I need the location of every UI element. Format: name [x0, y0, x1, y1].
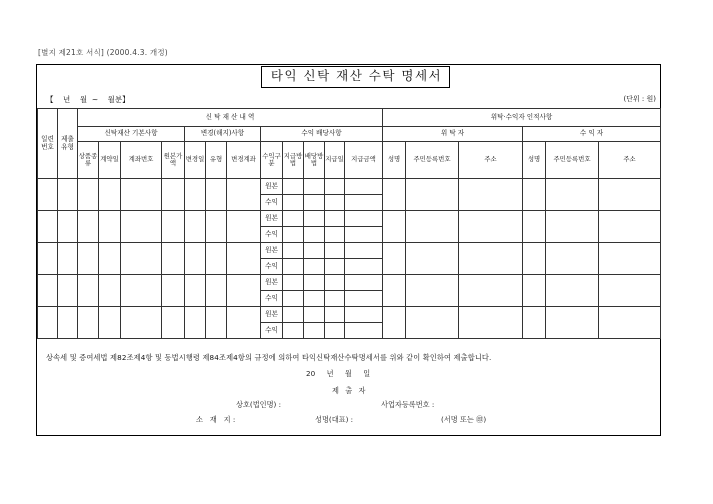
- beneficiary-name-cell[interactable]: [523, 211, 546, 243]
- beneficiary-rrn-cell[interactable]: [546, 307, 599, 339]
- payment-amount-cell[interactable]: [345, 243, 383, 259]
- principal-amount-cell[interactable]: [162, 307, 185, 339]
- dividend-method-header: 배당방법: [304, 142, 325, 179]
- dividend-method-cell[interactable]: [304, 291, 325, 307]
- trustor-name-header: 성명: [383, 142, 406, 179]
- payment-date-cell[interactable]: [325, 243, 345, 259]
- payment-amount-cell[interactable]: [345, 275, 383, 291]
- payment-method-cell[interactable]: [283, 259, 304, 275]
- serial-cell[interactable]: [38, 307, 58, 339]
- submit-type-cell[interactable]: [58, 243, 78, 275]
- account-number-header: 계좌번호: [121, 142, 162, 179]
- trustor-address-cell[interactable]: [459, 307, 523, 339]
- beneficiary-address-cell[interactable]: [599, 307, 661, 339]
- payment-method-cell[interactable]: [283, 211, 304, 227]
- submit-type-cell[interactable]: [58, 211, 78, 243]
- payment-method-cell[interactable]: [283, 227, 304, 243]
- beneficiary-address-cell[interactable]: [599, 243, 661, 275]
- changed-account-cell[interactable]: [227, 211, 261, 243]
- change-date-cell[interactable]: [185, 307, 206, 339]
- change-date-cell[interactable]: [185, 211, 206, 243]
- dividend-method-cell[interactable]: [304, 195, 325, 211]
- account-number-cell[interactable]: [121, 211, 162, 243]
- changed-account-cell[interactable]: [227, 243, 261, 275]
- submit-type-cell[interactable]: [58, 179, 78, 211]
- contract-date-header: 계약일: [99, 142, 121, 179]
- change-date-cell[interactable]: [185, 275, 206, 307]
- dividend-method-cell[interactable]: [304, 179, 325, 195]
- payment-amount-cell[interactable]: [345, 291, 383, 307]
- trustor-address-cell[interactable]: [459, 179, 523, 211]
- change-type-header: 유형: [206, 142, 227, 179]
- table-row: [38, 211, 661, 227]
- table-row: [38, 275, 661, 291]
- payment-method-cell[interactable]: [283, 195, 304, 211]
- payment-amount-cell[interactable]: [345, 211, 383, 227]
- signature-label: (서명 또는 ㊞): [441, 415, 487, 424]
- beneficiary-address-cell[interactable]: [599, 179, 661, 211]
- biz-reg-no-label: 사업자등록번호 :: [381, 400, 435, 409]
- change-type-cell[interactable]: [206, 211, 227, 243]
- product-type-cell[interactable]: [78, 307, 99, 339]
- dividend-method-cell[interactable]: [304, 211, 325, 227]
- payment-amount-cell[interactable]: [345, 195, 383, 211]
- dividend-method-cell[interactable]: [304, 323, 325, 339]
- table-row: [38, 179, 661, 195]
- beneficiary-rrn-cell[interactable]: [546, 211, 599, 243]
- data-rows: [38, 179, 661, 339]
- beneficiary-rrn-cell[interactable]: [546, 179, 599, 211]
- form-title: 타익 신탁 재산 수탁 명세서: [270, 68, 443, 83]
- contract-date-cell[interactable]: [99, 275, 121, 307]
- firm-name-label: 상호(법인명) :: [236, 400, 282, 409]
- trustor-name-cell[interactable]: [383, 211, 406, 243]
- payment-amount-cell[interactable]: [345, 307, 383, 323]
- income-category-cell: 원본: [261, 307, 283, 323]
- dividend-method-cell[interactable]: [304, 275, 325, 291]
- trustor-rrn-cell[interactable]: [406, 275, 459, 307]
- payment-date-cell[interactable]: [325, 307, 345, 323]
- beneficiary-rrn-cell[interactable]: [546, 275, 599, 307]
- income-category-cell: 수익: [261, 195, 283, 211]
- payment-method-header: 지급방법: [283, 142, 304, 179]
- trustor-rrn-cell[interactable]: [406, 307, 459, 339]
- serial-cell[interactable]: [38, 243, 58, 275]
- trust-asset-table: [37, 108, 661, 339]
- trustor-address-header: 주소: [459, 142, 523, 179]
- date-line: 20 년 월 일: [306, 369, 371, 378]
- payment-method-cell[interactable]: [283, 275, 304, 291]
- payment-amount-cell[interactable]: [345, 227, 383, 243]
- account-number-cell[interactable]: [121, 243, 162, 275]
- trustor-name-cell[interactable]: [383, 243, 406, 275]
- contract-date-cell[interactable]: [99, 243, 121, 275]
- payment-method-cell[interactable]: [283, 307, 304, 323]
- payment-amount-cell[interactable]: [345, 179, 383, 195]
- change-type-cell[interactable]: [206, 179, 227, 211]
- dividend-method-cell[interactable]: [304, 307, 325, 323]
- product-type-cell[interactable]: [78, 211, 99, 243]
- payment-method-cell[interactable]: [283, 323, 304, 339]
- change-type-cell[interactable]: [206, 307, 227, 339]
- income-category-header: 수익구분: [261, 142, 283, 179]
- asset-basic-header: 신탁재산 기본사항: [78, 127, 185, 142]
- principal-amount-cell[interactable]: [162, 243, 185, 275]
- income-category-cell: 수익: [261, 227, 283, 243]
- payment-method-cell[interactable]: [283, 243, 304, 259]
- submitter-label: 제 출 자: [332, 386, 368, 395]
- serial-cell[interactable]: [38, 275, 58, 307]
- dividend-method-cell[interactable]: [304, 243, 325, 259]
- payment-date-cell[interactable]: [325, 179, 345, 195]
- form-label: [별지 제21호 서식] (2000.4.3. 개정): [38, 48, 168, 57]
- trustor-rrn-cell[interactable]: [406, 211, 459, 243]
- change-type-cell[interactable]: [206, 275, 227, 307]
- beneficiary-address-header: 주소: [599, 142, 661, 179]
- beneficiary-rrn-cell[interactable]: [546, 243, 599, 275]
- trustor-name-cell[interactable]: [383, 179, 406, 211]
- trustor-address-cell[interactable]: [459, 243, 523, 275]
- income-category-cell: 원본: [261, 243, 283, 259]
- account-number-cell[interactable]: [121, 179, 162, 211]
- payment-date-cell[interactable]: [325, 323, 345, 339]
- beneficiary-address-cell[interactable]: [599, 211, 661, 243]
- trustor-beneficiary-header: 위탁·수익자 인적사항: [383, 109, 661, 127]
- payment-date-cell[interactable]: [325, 211, 345, 227]
- serial-cell[interactable]: [38, 211, 58, 243]
- change-date-header: 변경일: [185, 142, 206, 179]
- period-label: 【 년 월 ~ 월분】: [46, 95, 130, 104]
- income-category-cell: 원본: [261, 275, 283, 291]
- change-header: 변경(해지)사항: [185, 127, 261, 142]
- income-category-cell: 원본: [261, 179, 283, 195]
- change-type-cell[interactable]: [206, 243, 227, 275]
- contract-date-cell[interactable]: [99, 211, 121, 243]
- principal-amount-cell[interactable]: [162, 211, 185, 243]
- product-type-cell[interactable]: [78, 243, 99, 275]
- changed-account-header: 변경계좌: [227, 142, 261, 179]
- income-category-cell: 수익: [261, 259, 283, 275]
- trustor-address-cell[interactable]: [459, 275, 523, 307]
- payment-amount-cell[interactable]: [345, 259, 383, 275]
- payment-date-header: 지급일: [325, 142, 345, 179]
- dividend-method-cell[interactable]: [304, 259, 325, 275]
- trustor-name-cell[interactable]: [383, 275, 406, 307]
- payment-method-cell[interactable]: [283, 291, 304, 307]
- dividend-method-cell[interactable]: [304, 227, 325, 243]
- income-category-cell: 수익: [261, 323, 283, 339]
- submit-type-header: 제출유형: [58, 109, 78, 179]
- beneficiary-name-cell[interactable]: [523, 179, 546, 211]
- income-category-cell: 수익: [261, 291, 283, 307]
- account-number-cell[interactable]: [121, 275, 162, 307]
- change-date-cell[interactable]: [185, 179, 206, 211]
- income-dist-header: 수익 배당사항: [261, 127, 383, 142]
- location-label: 소 재 지 :: [196, 415, 236, 424]
- beneficiary-rrn-header: 주민등록번호: [546, 142, 599, 179]
- beneficiary-name-header: 성명: [523, 142, 546, 179]
- beneficiary-name-cell[interactable]: [523, 243, 546, 275]
- trustor-rrn-cell[interactable]: [406, 243, 459, 275]
- payment-date-cell[interactable]: [325, 291, 345, 307]
- declaration-text: 상속세 및 증여세법 제82조제4항 및 동법시행령 제84조제4항의 규정에 의하여 타익신탁재산수탁명세서를 위와 같이 확인하여 제출합니다.: [46, 353, 492, 362]
- account-number-cell[interactable]: [121, 307, 162, 339]
- table-row: [38, 243, 661, 259]
- payment-amount-cell[interactable]: [345, 323, 383, 339]
- principal-amount-cell[interactable]: [162, 275, 185, 307]
- contract-date-cell[interactable]: [99, 307, 121, 339]
- change-date-cell[interactable]: [185, 243, 206, 275]
- beneficiary-header: 수 익 자: [523, 127, 661, 142]
- serial-number-header: 일련번호: [38, 109, 58, 179]
- payment-date-cell[interactable]: [325, 275, 345, 291]
- submit-type-cell[interactable]: [58, 275, 78, 307]
- unit-label: (단위 : 원): [623, 95, 656, 103]
- changed-account-cell[interactable]: [227, 275, 261, 307]
- principal-amount-header: 원본가액: [162, 142, 185, 179]
- beneficiary-name-cell[interactable]: [523, 275, 546, 307]
- submit-type-cell[interactable]: [58, 307, 78, 339]
- beneficiary-name-cell[interactable]: [523, 307, 546, 339]
- trustor-address-cell[interactable]: [459, 211, 523, 243]
- principal-amount-cell[interactable]: [162, 179, 185, 211]
- product-type-cell[interactable]: [78, 275, 99, 307]
- beneficiary-address-cell[interactable]: [599, 275, 661, 307]
- payment-date-cell[interactable]: [325, 195, 345, 211]
- trustor-rrn-cell[interactable]: [406, 179, 459, 211]
- representative-label: 성명(대표) :: [315, 415, 354, 424]
- trustor-rrn-header: 주민등록번호: [406, 142, 459, 179]
- contract-date-cell[interactable]: [99, 179, 121, 211]
- payment-method-cell[interactable]: [283, 179, 304, 195]
- changed-account-cell[interactable]: [227, 179, 261, 211]
- income-category-cell: 원본: [261, 211, 283, 227]
- payment-date-cell[interactable]: [325, 227, 345, 243]
- serial-cell[interactable]: [38, 179, 58, 211]
- product-type-cell[interactable]: [78, 179, 99, 211]
- changed-account-cell[interactable]: [227, 307, 261, 339]
- payment-date-cell[interactable]: [325, 259, 345, 275]
- table-row: [38, 307, 661, 323]
- trustor-header: 위 탁 자: [383, 127, 523, 142]
- payment-amount-header: 지급금액: [345, 142, 383, 179]
- product-type-header: 상품종류: [78, 142, 99, 179]
- trustor-name-cell[interactable]: [383, 307, 406, 339]
- asset-detail-header: 신 탁 재 산 내 역: [78, 109, 383, 127]
